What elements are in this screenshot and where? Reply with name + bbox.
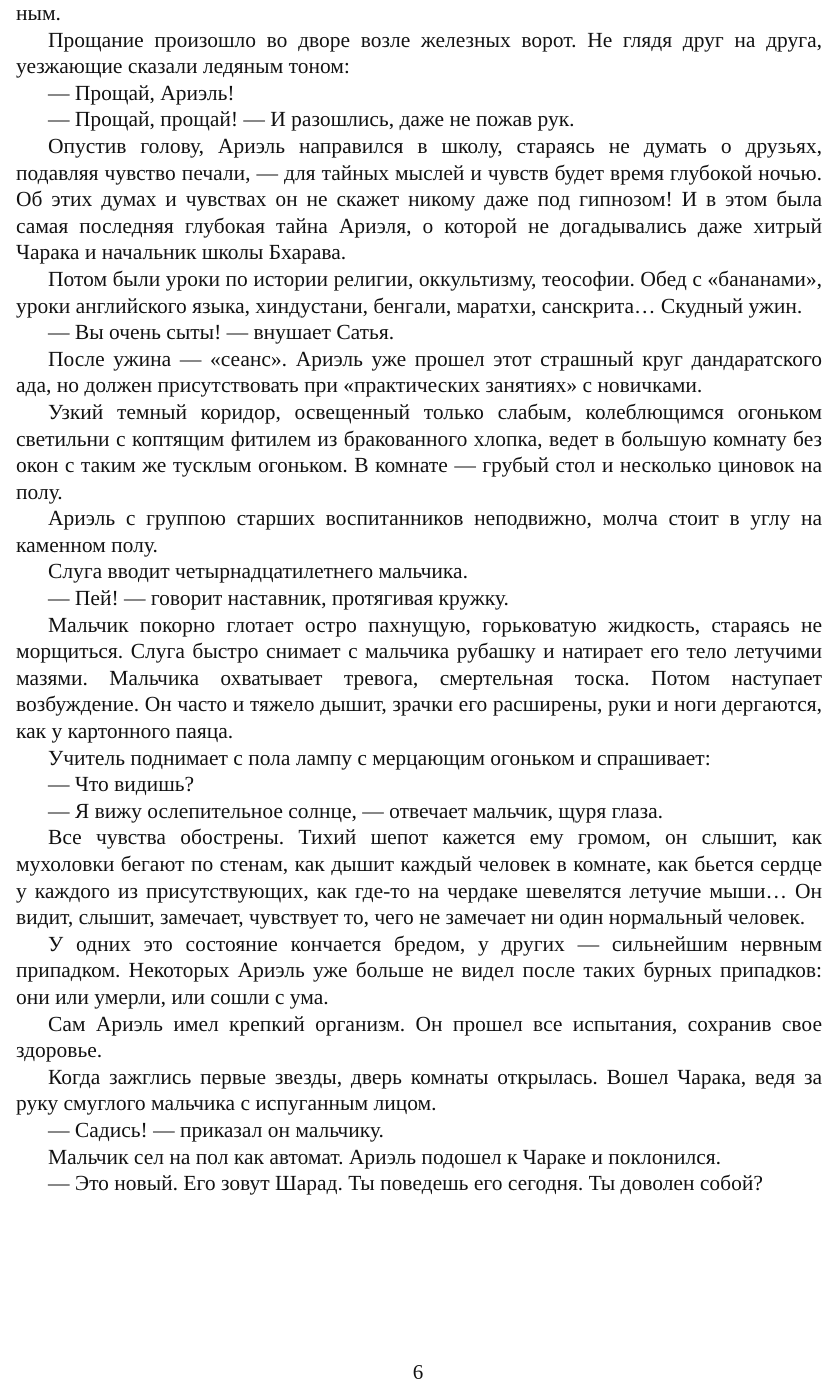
dialogue-line: — Прощай, прощай! — И разошлись, даже не пожав рук. — [48, 107, 575, 132]
dialogue-line: — Садись! — приказал он мальчику. — [48, 1117, 384, 1142]
paragraph: Мальчик покорно глотает остро пахнущую, горьковатую жидкость, стараясь не морщиться. Слуга быстро снимает с мальчика рубашку и натирает его тело летучими мазями. Мальчика охватывает тревога, смертельная тоска. Потом наступает возбуждение. Он часто и тяжело дышит, зрачки его расширены, руки и ноги дергаются, как у картонного паяца. — [16, 612, 822, 744]
dialogue-line: — Пей! — говорит наставник, протягивая кружку. — [48, 586, 509, 611]
paragraph: Сам Ариэль имел крепкий организм. Он прошел все испытания, сохранив свое здоровье. — [16, 1011, 822, 1063]
page-number: 6 — [412, 1360, 424, 1384]
paragraph: После ужина — «сеанс». Ариэль уже прошел этот страшный круг дандаратского ада, но должен присутствовать при «практических занятиях» с новичками. — [16, 346, 822, 398]
paragraph: Потом были уроки по истории религии, оккультизму, теософии. Обед с «бананами», уроки английского языка, хиндустани, бенгали, маратхи, санскрита… Скудный ужин. — [16, 266, 822, 318]
paragraph: Ариэль с группою старших воспитанников неподвижно, молча стоит в углу на каменном полу. — [16, 506, 822, 557]
book-page — [16, 0, 822, 1197]
paragraph: У одних это состояние кончается бредом, у других — сильнейшим нервным припадком. Некоторых Ариэль уже больше не видел после таких бурных припадков: они или умерли, или сошли с ума. — [16, 931, 822, 1009]
paragraph: Когда зажглись первые звезды, дверь комнаты открылась. Вошел Чарака, ведя за руку смуглого мальчика с испуганным лицом. — [16, 1064, 822, 1116]
paragraph: Слуга вводит четырнадцатилетнего мальчика. — [48, 559, 468, 584]
dialogue-line: — Что видишь? — [48, 772, 195, 797]
dialogue-line: — Вы очень сыты! — внушает Сатья. — [48, 320, 395, 345]
paragraph: Учитель поднимает с пола лампу с мерцающим огоньком и спрашивает: — [48, 745, 711, 770]
paragraph: Опустив голову, Ариэль направился в школу, стараясь не думать о друзьях, подавляя чувство печали, — для тайных мыслей и чувств будет время глубокой ночью. Об этих думах и чувствах он не скажет никому даже под гипнозом! И в этом была самая последняя глубокая тайна Ариэля, о которой не догадывались даже хитрый Чарака и начальник школы Бхарава. — [16, 133, 822, 265]
paragraph: Прощание произошло во дворе возле железных ворот. Не глядя друг на друга, уезжающие сказали ледяным тоном: — [16, 27, 822, 79]
dialogue-line: — Прощай, Ариэль! — [48, 80, 235, 105]
paragraph: Мальчик сел на пол как автомат. Ариэль подошел к Чараке и поклонился. — [48, 1144, 722, 1169]
paragraph: Все чувства обострены. Тихий шепот кажется ему громом, он слышит, как мухоловки бегают по стенам, как дышит каждый человек в комнате, как бьется сердце у каждого из присутствующих, как где-то на чердаке шевелятся летучие мыши… Он видит, слышит, замечает, чувствует то, чего не замечает ни один нормальный человек. — [16, 825, 822, 930]
dialogue-line: — Я вижу ослепительное солнце, — отвечает мальчик, щуря глаза. — [48, 798, 664, 823]
paragraph: Узкий темный коридор, освещенный только слабым, колеблющимся огоньком светильни с коптящим фитилем из бракованного хлопка, ведет в большую комнату без окон с таким же тусклым огоньком. В комнате — грубый стол и несколько циновок на полу. — [16, 399, 822, 504]
dialogue-line: — Это новый. Его зовут Шарад. Ты поведешь его сегодня. Ты доволен собой? — [48, 1171, 763, 1196]
paragraph-continuation: ным. — [16, 1, 61, 25]
